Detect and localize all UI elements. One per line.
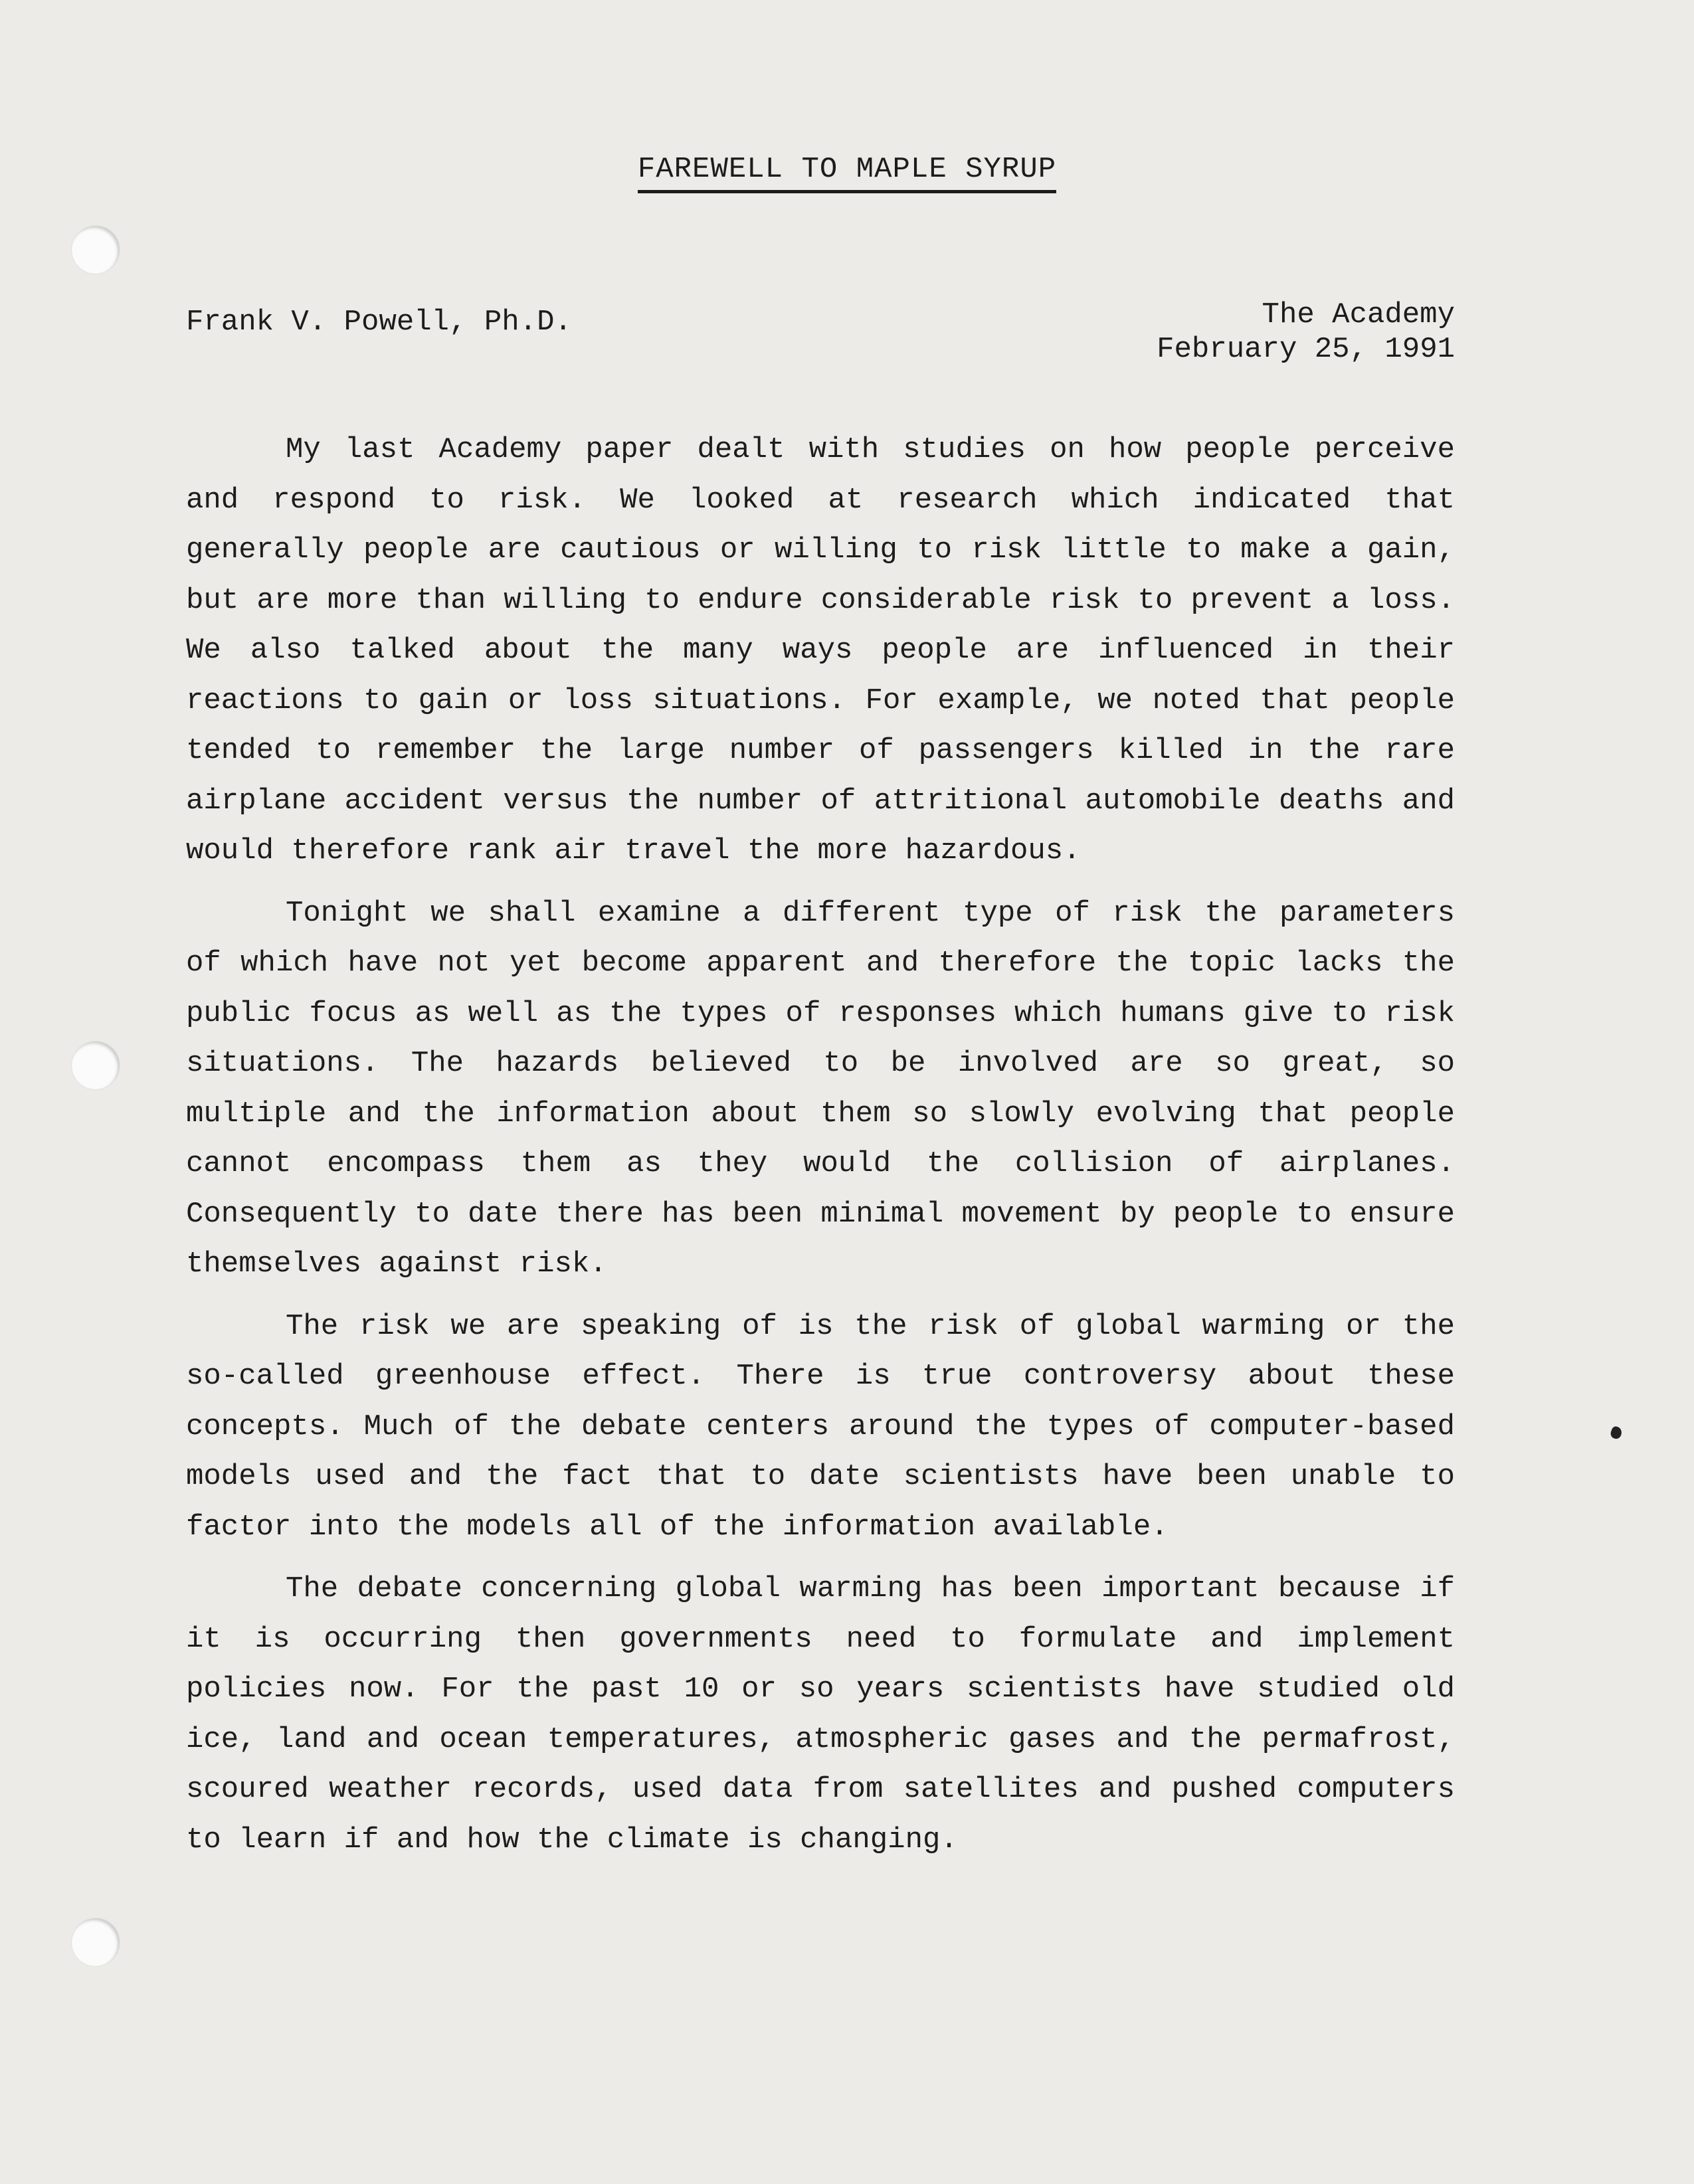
- venue: The Academy: [1262, 298, 1455, 331]
- body-text: [186, 425, 1455, 1877]
- paragraph: The debate concerning global warming has been important because if it is occurring then governments need to formulate and implement policies now. For the past 10 or so years scientists have studied old ice, land and ocean temperatures, atmospheric gases and the permafrost, scoured weather records, used data from satellites and pushed computers to learn if and how the climate is changing.: [186, 1572, 1455, 1857]
- document-title: FAREWELL TO MAPLE SYRUP: [638, 153, 1056, 193]
- paragraph: The risk we are speaking of is the risk of global warming or the so-called greenhouse effect. There is true controversy about these concepts. Much of the debate centers around the types of computer-based models used and the fact that to date scientists have been unable to factor into the models all of the information available.: [186, 1309, 1455, 1544]
- punch-hole-bottom: [72, 1918, 120, 1966]
- ink-mark: [1609, 1425, 1623, 1440]
- punch-hole-middle: [72, 1042, 120, 1089]
- author-name: Frank V. Powell, Ph.D.: [186, 306, 572, 339]
- paragraph: Tonight we shall examine a different type of risk the parameters of which have not yet become apparent and therefore the topic lacks the public focus as well as the types of responses which humans give to risk situations. The hazards believed to be involved are so great, so multiple and the information about them so slowly evolving that people cannot encompass them as they would the collision of airplanes. Consequently to date there has been minimal movement by people to ensure themselves against risk.: [186, 896, 1455, 1281]
- document-title-block: [0, 153, 1694, 186]
- punch-hole-top: [72, 226, 120, 274]
- paragraph: My last Academy paper dealt with studies on how people perceive and respond to risk. We looked at research which indicated that generally people are cautious or willing to risk little to make a gain, but are more than willing to endure considerable risk to prevent a loss. We also talked about the many ways people are influenced in their reactions to gain or loss situations. For example, we noted that people tended to remember the large number of passengers killed in the rare airplane accident versus the number of attritional automobile deaths and would therefore rank air travel the more hazardous.: [186, 433, 1455, 867]
- venue-date-block: [1157, 298, 1455, 367]
- date: February 25, 1991: [1157, 333, 1455, 366]
